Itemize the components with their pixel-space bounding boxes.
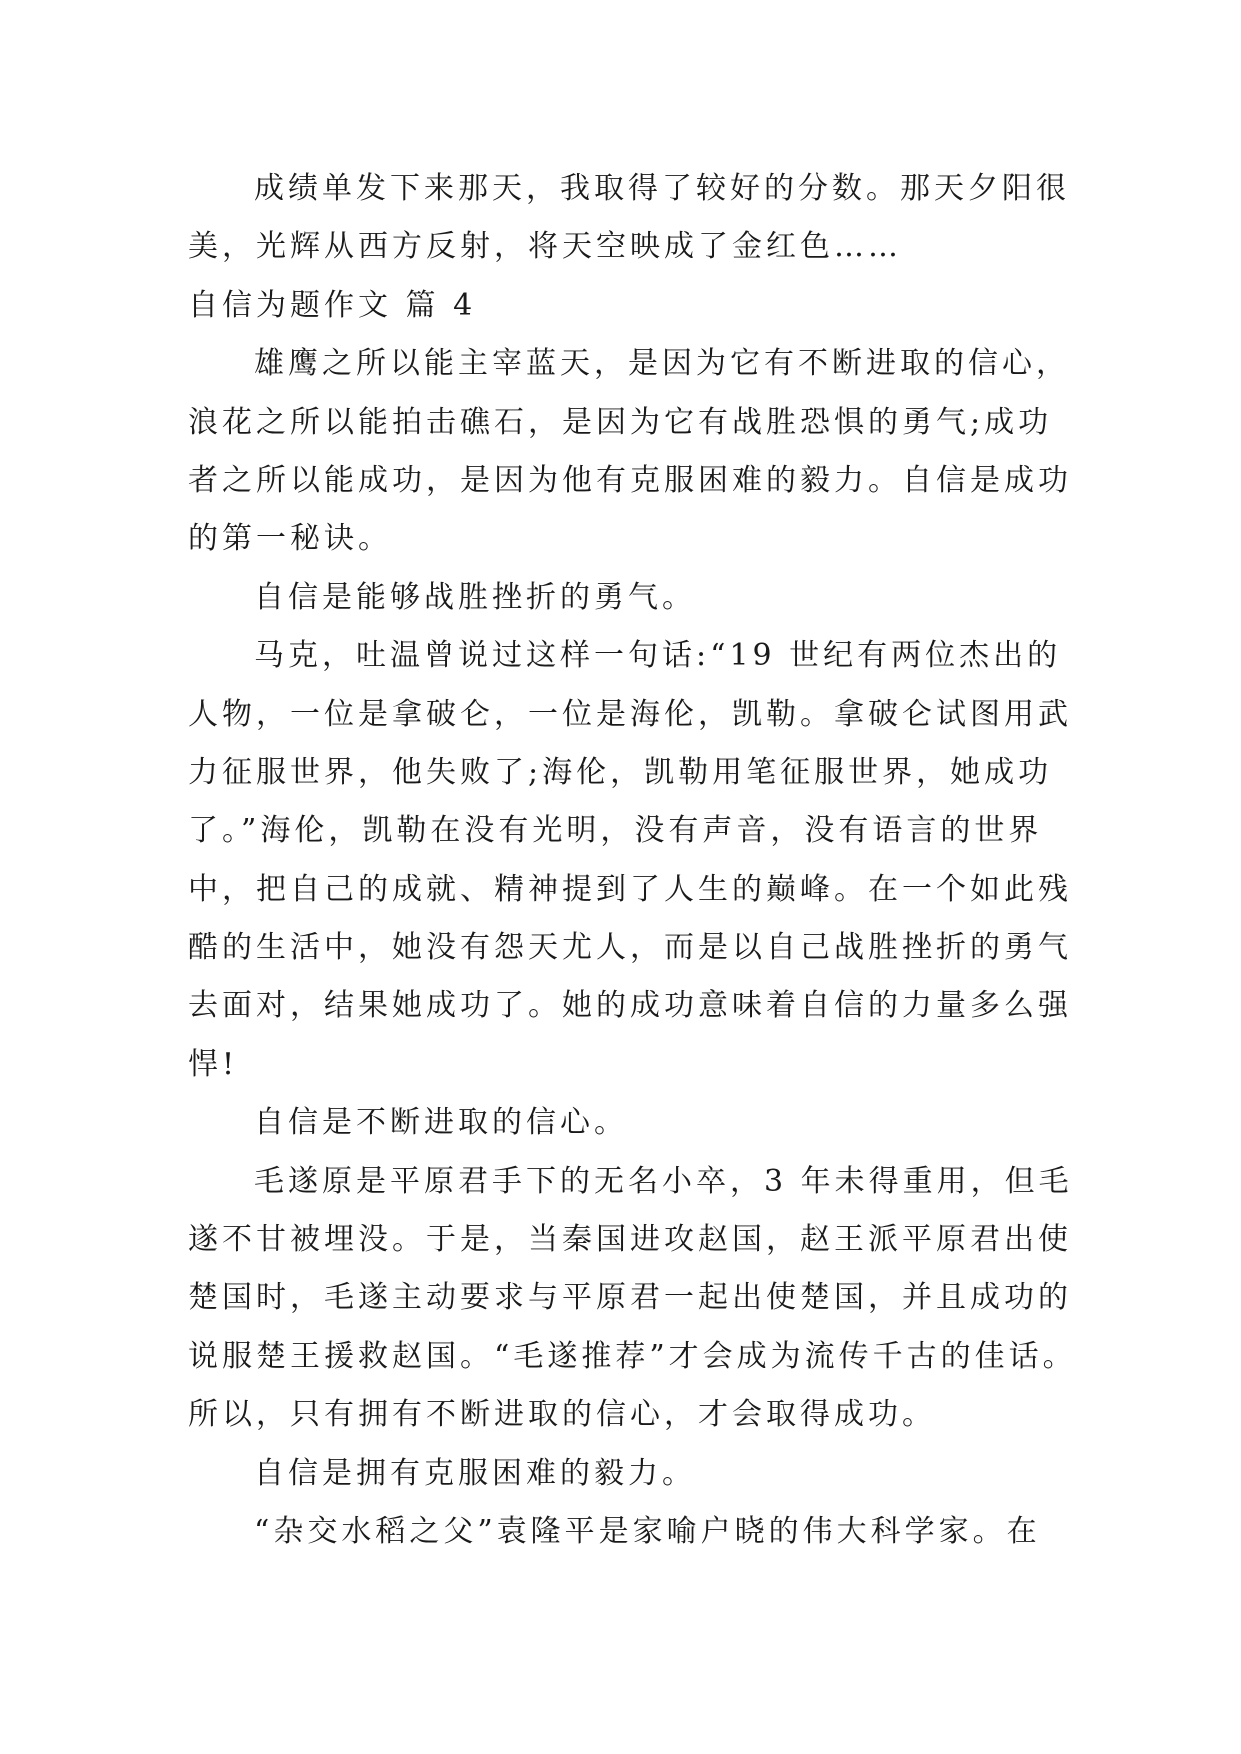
text-line: 浪花之所以能拍击礁石，是因为它有战胜恐惧的勇气;成功 bbox=[188, 404, 1053, 440]
text-line: 悍! bbox=[188, 1046, 239, 1082]
text-line: 自信是能够战胜挫折的勇气。 bbox=[254, 579, 696, 615]
text-line: 力征服世界，他失败了;海伦，凯勒用笔征服世界，她成功 bbox=[188, 754, 1053, 790]
text-line: 中，把自己的成就、精神提到了人生的巅峰。在一个如此残 bbox=[188, 871, 1072, 907]
text-line: 成绩单发下来那天，我取得了较好的分数。那天夕阳很 bbox=[254, 171, 1070, 206]
text-line: 酷的生活中，她没有怨天尤人，而是以自己战胜挫折的勇气 bbox=[188, 930, 1072, 966]
text-line: 遂不甘被埋没。于是，当秦国进攻赵国，赵王派平原君出使 bbox=[188, 1222, 1072, 1258]
text-line: 自信是拥有克服困难的毅力。 bbox=[254, 1455, 696, 1491]
text-line: 的第一秘诀。 bbox=[188, 521, 392, 557]
text-line: 美，光辉从西方反射，将天空映成了金红色…… bbox=[188, 229, 902, 265]
section-heading: 自信为题作文 篇 4 bbox=[188, 287, 477, 323]
text-line: 人物，一位是拿破仑，一位是海伦，凯勒。拿破仑试图用武 bbox=[188, 696, 1072, 732]
text-line: “杂交水稻之父”袁隆平是家喻户晓的伟大科学家。在 bbox=[254, 1513, 1041, 1549]
document-body bbox=[188, 160, 1077, 1561]
text-line: 者之所以能成功，是因为他有克服困难的毅力。自信是成功 bbox=[188, 462, 1072, 498]
text-line: 了。”海伦，凯勒在没有光明，没有声音，没有语言的世界 bbox=[188, 813, 1043, 849]
text-line: 楚国时，毛遂主动要求与平原君一起出使楚国，并且成功的 bbox=[188, 1280, 1072, 1316]
text-line: 所以，只有拥有不断进取的信心，才会取得成功。 bbox=[188, 1397, 936, 1433]
text-line: 说服楚王援救赵国。“毛遂推荐”才会成为流传千古的佳话。 bbox=[188, 1338, 1077, 1374]
text-line: 马克，吐温曾说过这样一句话:“19 世纪有两位杰出的 bbox=[254, 638, 1062, 674]
text-line: 去面对，结果她成功了。她的成功意味着自信的力量多么强 bbox=[188, 988, 1072, 1024]
text-line: 自信是不断进取的信心。 bbox=[254, 1105, 628, 1141]
text-line: 雄鹰之所以能主宰蓝天，是因为它有不断进取的信心， bbox=[254, 346, 1070, 382]
text-line: 毛遂原是平原君手下的无名小卒，3 年未得重用，但毛 bbox=[254, 1163, 1073, 1199]
